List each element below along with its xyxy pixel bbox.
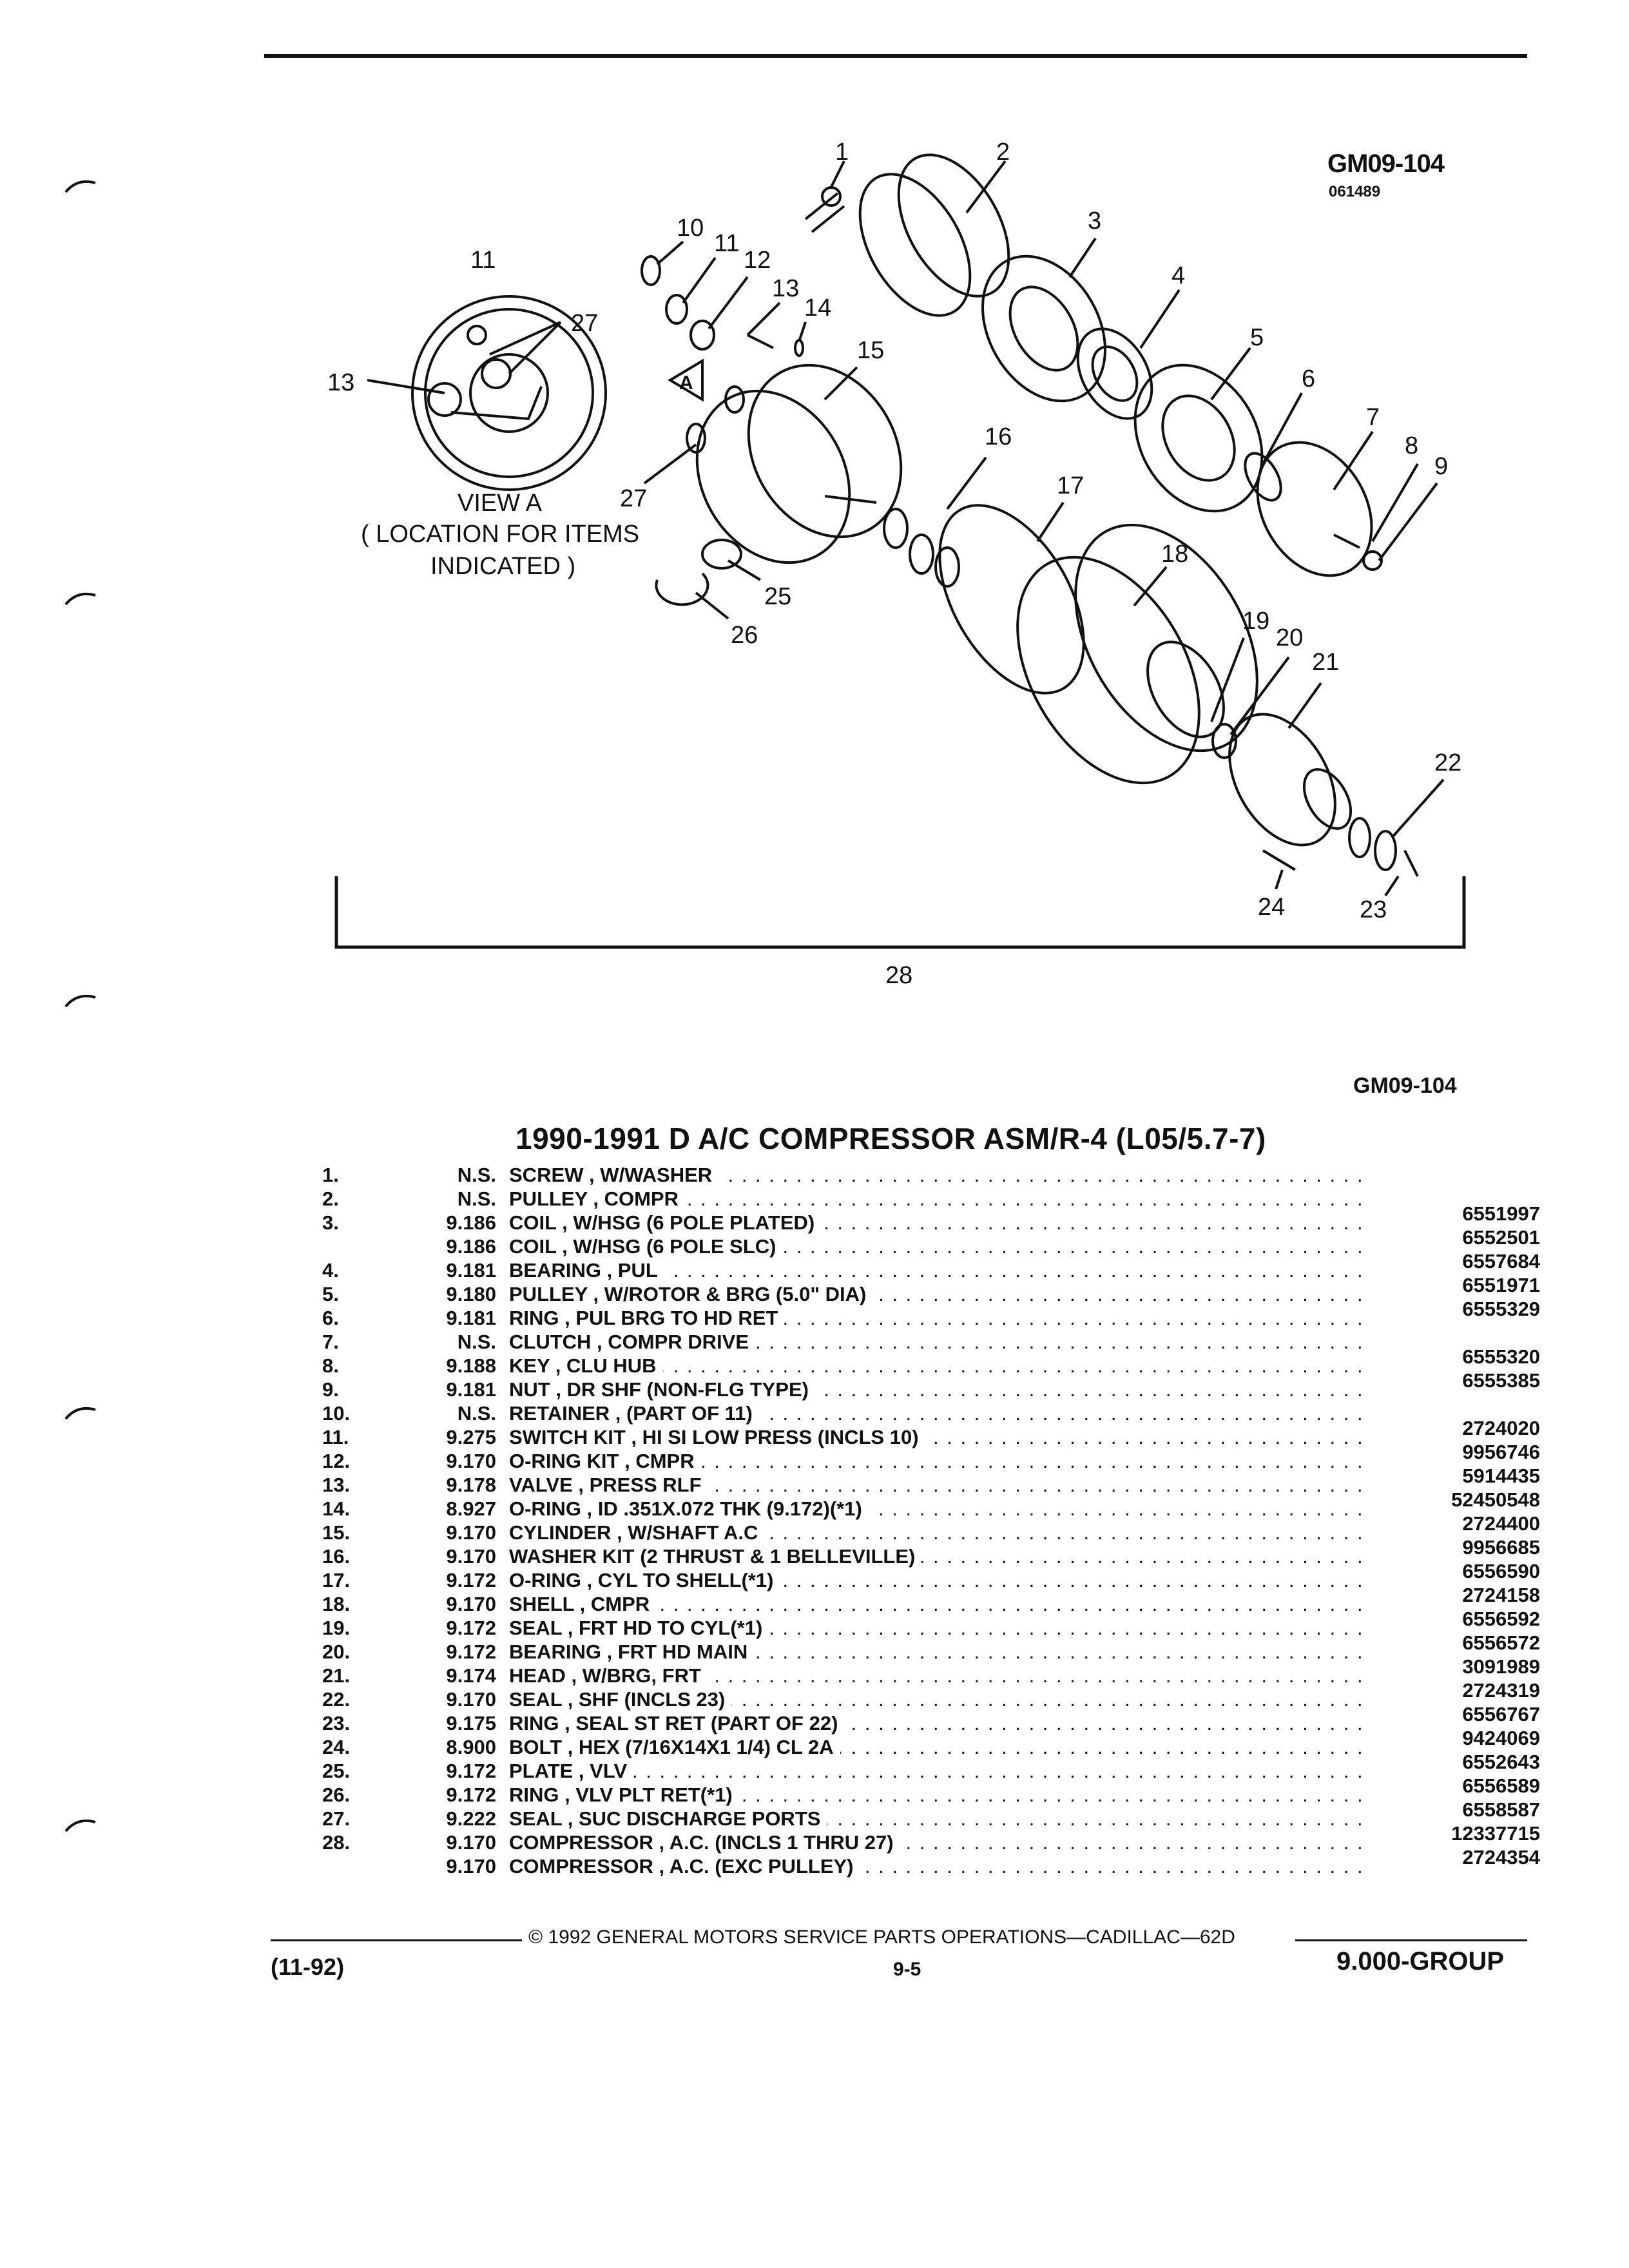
item-description-cell [509, 1497, 1540, 1521]
callout-22: 22 [1434, 749, 1462, 776]
part-number: 6555385 [1462, 1369, 1540, 1392]
item-description-cell [509, 1450, 1540, 1473]
item-description-cell [509, 1474, 1540, 1497]
item-description-cell [509, 1354, 1540, 1378]
group-code: 9.178 [446, 1474, 496, 1496]
item-number: 10. [322, 1402, 351, 1425]
callout-8: 8 [1405, 432, 1419, 459]
item-description-cell [509, 1378, 1540, 1401]
table-row [322, 1679, 1540, 1712]
table-row [322, 1703, 1540, 1736]
footer-rule-right [1295, 1939, 1527, 1941]
item-description-cell [509, 1283, 1540, 1306]
table-row [322, 1488, 1540, 1521]
item-description: O-RING , ID .351X.072 THK (9.172)(*1) [509, 1497, 869, 1520]
item-description: VALVE , PRESS RLF [509, 1474, 708, 1496]
table-row [322, 1250, 1540, 1283]
item-description-cell [509, 1402, 1540, 1425]
table-row [322, 1512, 1540, 1545]
table-row [322, 1751, 1540, 1783]
part-number: 6552643 [1462, 1751, 1540, 1773]
table-row [322, 1822, 1540, 1855]
part-number: 9956746 [1462, 1441, 1540, 1463]
item-description: SCREW , W/WASHER [509, 1164, 718, 1186]
callout-24: 24 [1258, 894, 1286, 921]
group-code: 9.188 [446, 1354, 496, 1377]
group-code: N.S. [457, 1187, 496, 1210]
part-number: 6556572 [1462, 1631, 1540, 1654]
callout-2: 2 [996, 139, 1010, 166]
table-row [322, 1631, 1540, 1664]
item-description-cell [509, 1187, 1540, 1211]
item-description-cell [509, 1521, 1540, 1544]
item-description: CLUTCH , COMPR DRIVE [509, 1331, 755, 1353]
callout-19: 19 [1242, 608, 1270, 635]
item-description: WASHER KIT (2 THRUST & 1 BELLEVILLE) [509, 1545, 921, 1568]
item-number: 12. [322, 1450, 351, 1472]
group-code: 9.275 [446, 1426, 496, 1448]
item-description: SEAL , FRT HD TO CYL(*1) [509, 1617, 769, 1639]
callout-16: 16 [985, 423, 1012, 450]
table-row [322, 1846, 1540, 1879]
parts-list [322, 1164, 1540, 1879]
item-description-cell [509, 1331, 1540, 1354]
part-number: 6551971 [1462, 1274, 1540, 1296]
item-description-cell [509, 1760, 1540, 1783]
callout-4: 4 [1171, 262, 1186, 289]
item-description: O-RING KIT , CMPR [509, 1450, 701, 1472]
item-description-cell [509, 1855, 1540, 1878]
group-code: 9.170 [446, 1831, 496, 1854]
table-row [322, 1560, 1540, 1593]
callout-3: 3 [1088, 207, 1102, 235]
view-a-caption-line-2: ( LOCATION FOR ITEMS [361, 521, 640, 548]
table-row [322, 1164, 1540, 1187]
group-code: 9.181 [446, 1378, 496, 1401]
item-number: 11. [322, 1426, 349, 1448]
callout-17: 17 [1057, 472, 1084, 499]
item-description: PLATE , VLV [509, 1760, 633, 1782]
table-row [322, 1331, 1540, 1354]
item-description: COIL , W/HSG (6 POLE PLATED) [509, 1211, 821, 1234]
item-number: 8. [322, 1354, 339, 1377]
part-number: 6556767 [1462, 1703, 1540, 1725]
callout-27: 27 [620, 485, 648, 512]
item-description: SEAL , SUC DISCHARGE PORTS [509, 1807, 827, 1830]
group-code: 9.172 [446, 1569, 496, 1591]
item-description: BEARING , FRT HD MAIN [509, 1640, 754, 1663]
part-number: 2724319 [1462, 1679, 1540, 1702]
item-description-cell [509, 1640, 1540, 1664]
part-number: 6558587 [1462, 1798, 1540, 1821]
item-number: 7. [322, 1331, 339, 1353]
group-code: 9.186 [446, 1211, 496, 1234]
page-number: 9-5 [893, 1959, 921, 1980]
item-number: 24. [322, 1736, 351, 1758]
item-number: 1. [322, 1164, 339, 1186]
item-description: SWITCH KIT , HI SI LOW PRESS (INCLS 10) [509, 1426, 925, 1448]
item-number: 20. [322, 1640, 351, 1663]
reference-code: GM09-104 [1353, 1073, 1457, 1098]
callout-23: 23 [1360, 896, 1387, 923]
table-row [322, 1298, 1540, 1331]
item-number: 16. [322, 1545, 351, 1568]
item-number: 17. [322, 1569, 351, 1591]
view-a-callout-11: 11 [470, 247, 496, 274]
item-description: HEAD , W/BRG, FRT [509, 1664, 708, 1687]
group-code: 9.181 [446, 1259, 496, 1282]
table-row [322, 1369, 1540, 1402]
callout-28: 28 [885, 962, 913, 989]
callout-1: 1 [835, 139, 849, 166]
item-description-cell [509, 1307, 1540, 1330]
group-code: 9.172 [446, 1617, 496, 1639]
item-number: 6. [322, 1307, 339, 1329]
item-number: 25. [322, 1760, 351, 1782]
view-a-callout-13: 13 [327, 369, 355, 396]
group-code: 9.181 [446, 1307, 496, 1329]
item-description: O-RING , CYL TO SHELL(*1) [509, 1569, 780, 1591]
table-row [322, 1202, 1540, 1235]
part-number: 6555320 [1462, 1345, 1540, 1368]
part-number: 12337715 [1451, 1822, 1540, 1845]
group-code: 8.927 [446, 1497, 496, 1520]
item-number: 4. [322, 1259, 339, 1282]
table-row [322, 1402, 1540, 1426]
callout-14: 14 [804, 294, 832, 322]
item-description: COIL , W/HSG (6 POLE SLC) [509, 1235, 783, 1258]
item-description-cell [509, 1545, 1540, 1568]
callout-9: 9 [1434, 453, 1449, 480]
item-description: COMPRESSOR , A.C. (INCLS 1 THRU 27) [509, 1831, 900, 1854]
group-code: 9.170 [446, 1450, 496, 1472]
view-a-marker-letter: A [679, 372, 693, 394]
item-number: 15. [322, 1521, 351, 1544]
figure-code: GM09-104 [1327, 149, 1444, 178]
callout-11: 11 [714, 230, 740, 257]
item-description-cell [509, 1712, 1540, 1735]
table-row [322, 1727, 1540, 1760]
part-number: 9956685 [1462, 1536, 1540, 1559]
part-number: 6551997 [1462, 1202, 1540, 1225]
item-description: RING , SEAL ST RET (PART OF 22) [509, 1712, 844, 1735]
item-description-cell [509, 1736, 1540, 1759]
callout-25: 25 [764, 583, 792, 610]
group-code: N.S. [457, 1331, 496, 1353]
table-row [322, 1274, 1540, 1307]
part-number: 6552501 [1462, 1226, 1540, 1249]
binder-mark-icon [64, 1402, 97, 1421]
part-number: 6557684 [1462, 1250, 1540, 1273]
group-code: 8.900 [446, 1736, 496, 1758]
table-row [322, 1536, 1540, 1569]
callout-21: 21 [1312, 649, 1340, 676]
item-description-cell [509, 1593, 1540, 1616]
part-number: 6555329 [1462, 1298, 1540, 1320]
item-description: CYLINDER , W/SHAFT A.C [509, 1521, 764, 1544]
part-number: 52450548 [1451, 1488, 1540, 1511]
group-code: 9.170 [446, 1688, 496, 1711]
item-number: 26. [322, 1783, 351, 1806]
parts-list-title: 1990-1991 D A/C COMPRESSOR ASM/R-4 (L05/5.7-7) [516, 1122, 1266, 1155]
item-number: 21. [322, 1664, 351, 1687]
footer-copyright: © 1992 GENERAL MOTORS SERVICE PARTS OPERATIONS—CADILLAC—62D [528, 1927, 1235, 1948]
group-code: 9.172 [446, 1760, 496, 1782]
item-description: SEAL , SHF (INCLS 23) [509, 1688, 731, 1711]
table-row [322, 1441, 1540, 1474]
item-number: 14. [322, 1497, 351, 1520]
callout-7: 7 [1366, 404, 1380, 431]
group-code: 9.170 [446, 1521, 496, 1544]
item-number: 28. [322, 1831, 351, 1854]
callout-13: 13 [772, 275, 800, 302]
table-row [322, 1655, 1540, 1688]
item-description: NUT , DR SHF (NON-FLG TYPE) [509, 1378, 815, 1401]
item-description: PULLEY , COMPR [509, 1187, 685, 1210]
part-number: 2724158 [1462, 1584, 1540, 1606]
item-description: BEARING , PUL [509, 1259, 664, 1282]
item-description-cell [509, 1617, 1540, 1640]
item-description: RING , VLV PLT RET(*1) [509, 1783, 739, 1806]
callout-10: 10 [677, 215, 704, 242]
item-description-cell [509, 1235, 1540, 1258]
item-description-cell [509, 1569, 1540, 1592]
group-code: 9.172 [446, 1783, 496, 1806]
table-row [322, 1798, 1540, 1831]
part-number: 3091989 [1462, 1655, 1540, 1678]
table-row [322, 1465, 1540, 1497]
callout-5: 5 [1250, 324, 1264, 351]
item-number: 3. [322, 1211, 339, 1234]
view-a-caption-line-3: INDICATED ) [430, 553, 576, 580]
group-code: 9.174 [446, 1664, 496, 1687]
item-description-cell [509, 1831, 1540, 1854]
callout-18: 18 [1161, 541, 1189, 568]
item-number: 22. [322, 1688, 351, 1711]
item-description-cell [509, 1664, 1540, 1687]
item-description: SHELL , CMPR [509, 1593, 656, 1615]
table-row [322, 1226, 1540, 1259]
item-description: BOLT , HEX (7/16X14X1 1/4) CL 2A [509, 1736, 840, 1758]
group-code: 9.222 [446, 1807, 496, 1830]
part-number: 6556592 [1462, 1608, 1540, 1630]
item-number: 9. [322, 1378, 339, 1401]
item-number: 5. [322, 1283, 339, 1305]
item-description-cell [509, 1259, 1540, 1282]
item-description-cell [509, 1783, 1540, 1807]
item-number: 18. [322, 1593, 351, 1615]
group-code: 9.180 [446, 1283, 496, 1305]
compressor-exploded-diagram [0, 0, 1629, 1005]
table-row [322, 1345, 1540, 1378]
item-number: 13. [322, 1474, 351, 1496]
item-description: COMPRESSOR , A.C. (EXC PULLEY) [509, 1855, 860, 1878]
group-code: N.S. [457, 1164, 496, 1186]
part-number: 6556590 [1462, 1560, 1540, 1582]
callout-20: 20 [1276, 624, 1304, 651]
figure-date: 061489 [1329, 183, 1381, 200]
item-description-cell [509, 1807, 1540, 1831]
callout-12: 12 [744, 247, 771, 274]
item-description-cell [509, 1164, 1540, 1187]
view-a-caption-line-1: VIEW A [458, 490, 542, 517]
item-number: 2. [322, 1187, 339, 1210]
part-number: 9424069 [1462, 1727, 1540, 1749]
table-row [322, 1774, 1540, 1807]
item-description-cell [509, 1426, 1540, 1449]
table-row [322, 1584, 1540, 1617]
table-row [322, 1187, 1540, 1211]
item-number: 23. [322, 1712, 351, 1735]
item-description: PULLEY , W/ROTOR & BRG (5.0" DIA) [509, 1283, 872, 1305]
callout-15: 15 [857, 337, 885, 364]
view-a-callout-27: 27 [571, 310, 599, 337]
part-number: 6556589 [1462, 1774, 1540, 1797]
group-code: N.S. [457, 1402, 496, 1425]
table-row [322, 1417, 1540, 1450]
footer-group: 9.000-GROUP [1336, 1947, 1505, 1975]
table-row [322, 1608, 1540, 1640]
callout-6: 6 [1302, 365, 1316, 392]
part-number: 2724400 [1462, 1512, 1540, 1535]
item-description-cell [509, 1688, 1540, 1711]
part-number: 5914435 [1462, 1465, 1540, 1487]
group-code: 9.172 [446, 1640, 496, 1663]
group-code: 9.175 [446, 1712, 496, 1735]
group-code: 9.170 [446, 1593, 496, 1615]
binder-mark-icon [64, 1814, 97, 1834]
part-number: 2724354 [1462, 1846, 1540, 1869]
footer-date: (11-92) [271, 1954, 345, 1980]
leader-end [1366, 1164, 1540, 1187]
item-description: RETAINER , (PART OF 11) [509, 1402, 759, 1425]
item-description-cell [509, 1211, 1540, 1235]
item-number: 19. [322, 1617, 351, 1639]
group-code: 9.170 [446, 1545, 496, 1568]
item-description: RING , PUL BRG TO HD RET [509, 1307, 784, 1329]
part-number: 2724020 [1462, 1417, 1540, 1439]
callout-26: 26 [731, 622, 758, 649]
item-description: KEY , CLU HUB [509, 1354, 663, 1377]
footer-rule-left [271, 1939, 522, 1941]
group-code: 9.186 [446, 1235, 496, 1258]
item-number: 27. [322, 1807, 351, 1830]
group-code: 9.170 [446, 1855, 496, 1878]
